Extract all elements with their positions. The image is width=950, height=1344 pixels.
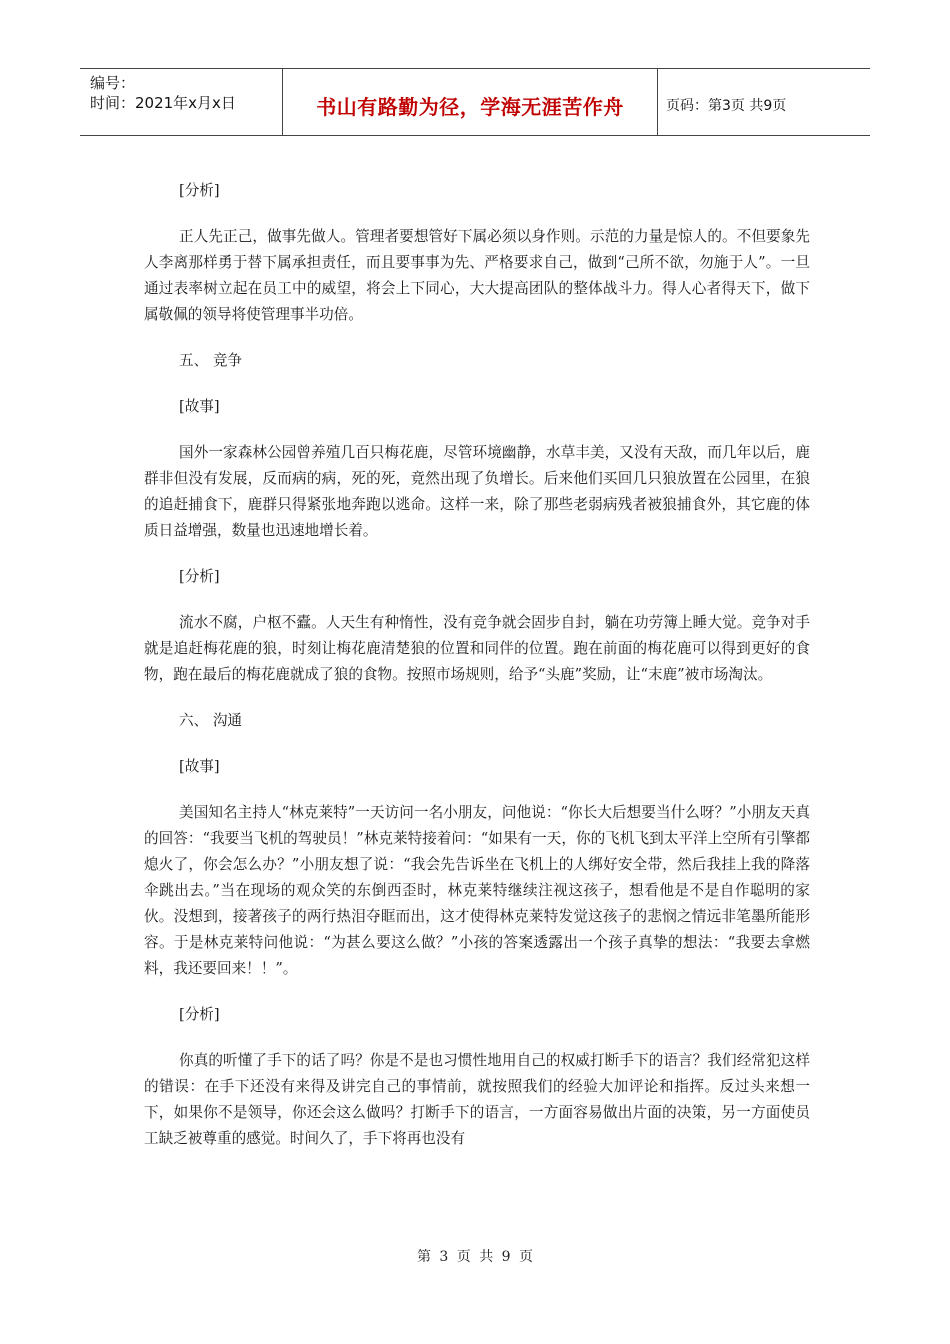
section-heading: 五、 竞争 <box>179 352 243 369</box>
section-label: [分析] <box>179 182 220 199</box>
body-paragraph: 你真的听懂了手下的话了吗？你是不是也习惯性地用自己的权威打断手下的语言？我们经常犯这样的错误：在手下还没有来得及讲完自己的事情前，就按照我们的经验大加评论和指挥。反过头来想一下，如果你不是领导，你还会这么做吗？打断手下的语言，一方面容易做出片面的决策，另一方面使员工缺乏被尊重的感觉。时间久了，手下将再也没有 <box>144 1052 810 1147</box>
section-label: [分析] <box>179 1006 220 1023</box>
section-heading: 六、 沟通 <box>179 712 243 729</box>
section-label: [故事] <box>179 398 220 415</box>
header-page-number: 页码：第3页 共9页 <box>666 98 787 114</box>
section-label: [分析] <box>179 568 220 585</box>
section-label: [故事] <box>179 758 220 775</box>
header-motto: 书山有路勤为径，学海无涯苦作舟 <box>283 69 658 135</box>
body-paragraph: 正人先正己，做事先做人。管理者要想管好下属必须以身作则。示范的力量是惊人的。不但要象先人李离那样勇于替下属承担责任，而且要事事为先、严格要求自己，做到“己所不欲，勿施于人”。一旦通过表率树立起在员工中的威望，将会上下同心，大大提高团队的整体战斗力。得人心者得天下，做下属敬佩的领导将使管理事半功倍。 <box>144 228 810 323</box>
document-number-label: 编号： <box>90 74 136 92</box>
body-paragraph: 流水不腐，户枢不蠹。人天生有种惰性，没有竞争就会固步自封，躺在功劳簿上睡大觉。竞争对手就是追赶梅花鹿的狼，时刻让梅花鹿清楚狼的位置和同伴的位置。跑在前面的梅花鹿可以得到更好的食物，跑在最后的梅花鹿就成了狼的食物。按照市场规则，给予“头鹿”奖励，让“末鹿”被市场淘汰。 <box>144 614 810 683</box>
body-paragraph: 国外一家森林公园曾养殖几百只梅花鹿，尽管环境幽静，水草丰美，又没有天敌，而几年以后，鹿群非但没有发展，反而病的病，死的死，竟然出现了负增长。后来他们买回几只狼放置在公园里，在狼的追赶捕食下，鹿群只得紧张地奔跑以逃命。这样一来，除了那些老弱病残者被狼捕食外，其它鹿的体质日益增强，数量也迅速地增长着。 <box>144 444 810 539</box>
page-footer: 第 3 页 共 9 页 <box>416 1249 534 1265</box>
document-body <box>144 178 810 1172</box>
body-paragraph: 美国知名主持人“林克莱特”一天访问一名小朋友，问他说：“你长大后想要当什么呀？”小朋友天真的回答：“我要当飞机的驾驶员！”林克莱特接着问：“如果有一天，你的飞机飞到太平洋上空所有引擎都熄火了，你会怎么办？”小朋友想了说：“我会先告诉坐在飞机上的人绑好安全带，然后我挂上我的降落伞跳出去。”当在现场的观众笑的东倒西歪时，林克莱特继续注视这孩子，想看他是不是自作聪明的家伙。没想到，接著孩子的两行热泪夺眶而出，这才使得林克莱特发觉这孩子的悲悯之情远非笔墨所能形容。于是林克莱特问他说：“为甚么要这么做？”小孩的答案透露出一个孩子真挚的想法：“我要去拿燃料，我还要回来！！”。 <box>144 804 810 977</box>
header-meta <box>80 69 283 135</box>
document-date-label: 时间：2021年x月x日 <box>90 94 236 112</box>
page-header <box>80 68 870 136</box>
